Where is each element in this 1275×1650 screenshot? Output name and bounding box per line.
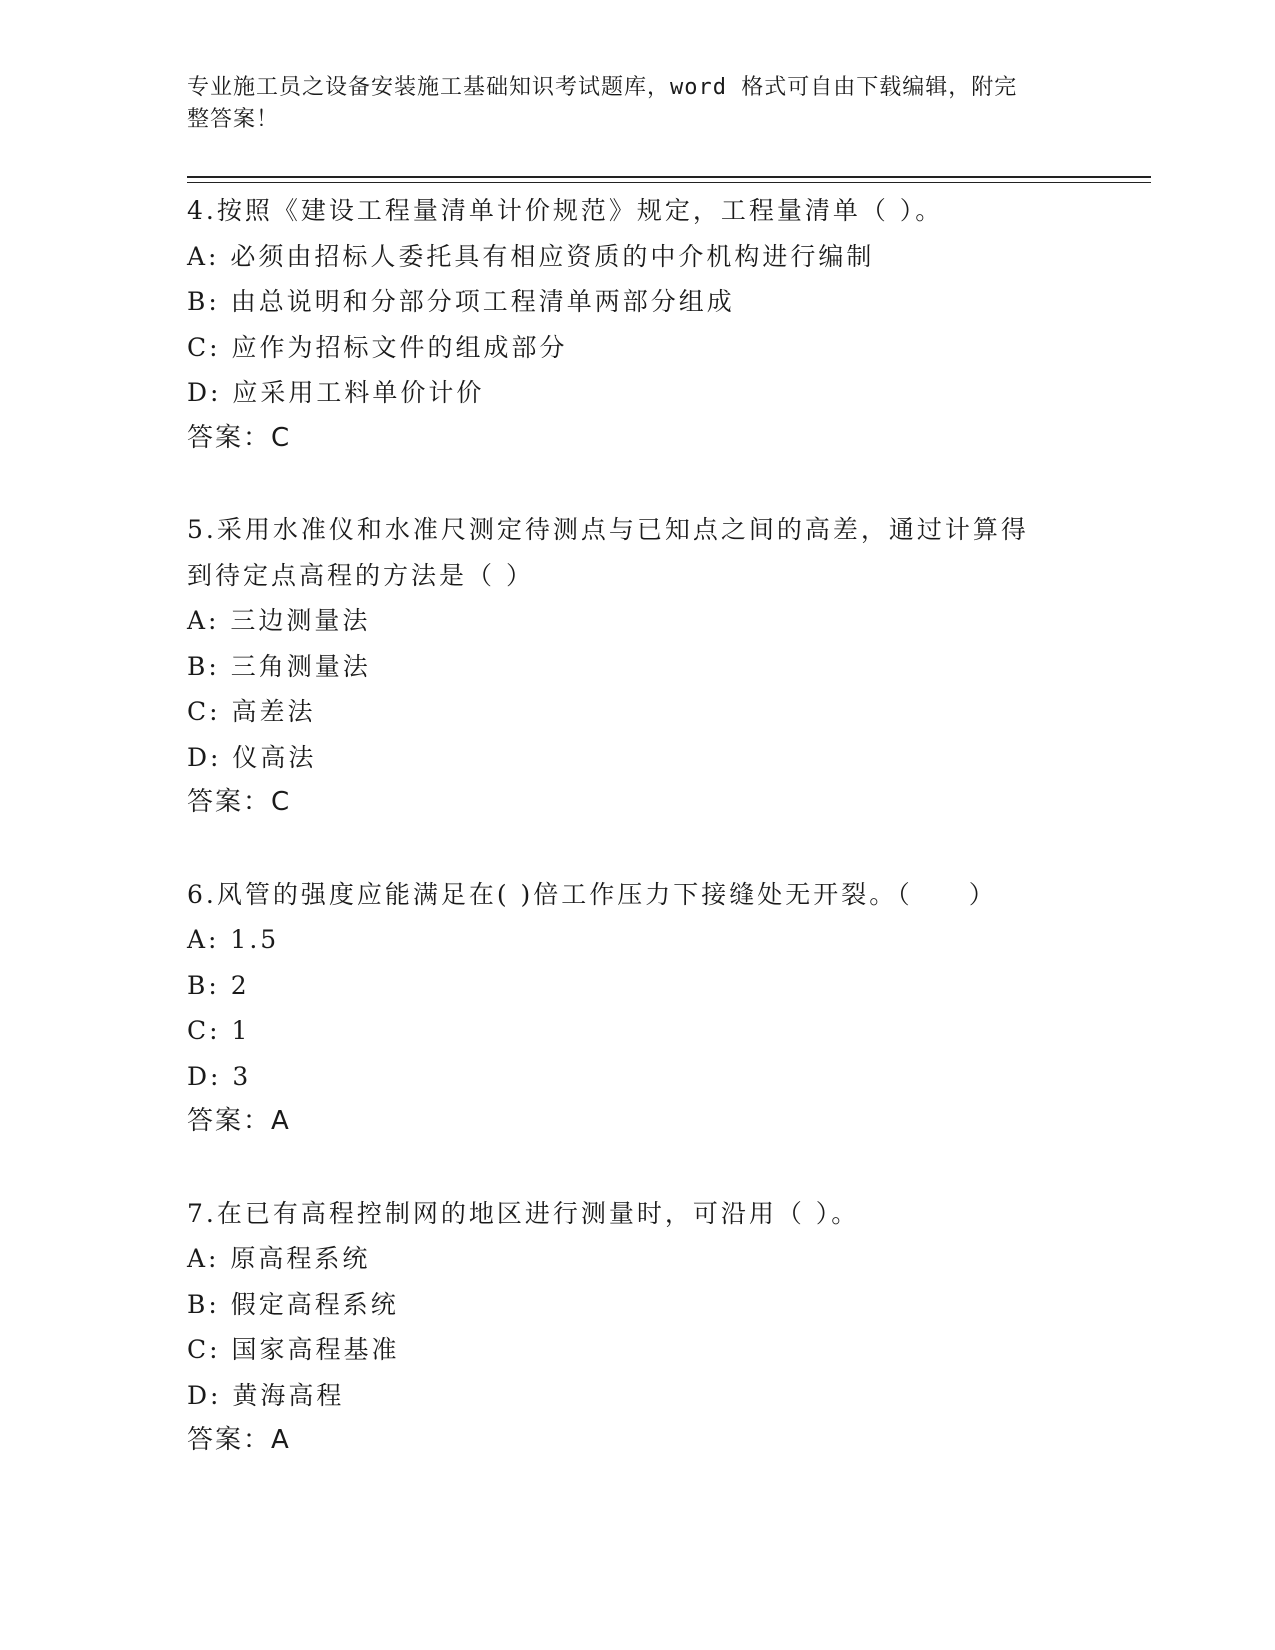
option-a: A: 原高程系统	[187, 1244, 371, 1273]
question-7	[187, 1191, 1087, 1464]
question-stem: 4.按照《建设工程量清单计价规范》规定，工程量清单（ ）。	[187, 196, 944, 225]
option-c: C: 应作为招标文件的组成部分	[187, 332, 568, 362]
question-stem: 5.采用水准仪和水准尺测定待测点与已知点之间的高差，通过计算得	[187, 515, 1029, 544]
question-6	[187, 872, 1087, 1145]
header-divider-thick	[187, 176, 1151, 178]
document-header	[187, 72, 1067, 136]
answer: 答案：C	[187, 787, 292, 817]
question-list	[187, 188, 1087, 1510]
option-c: C: 国家高程基准	[187, 1335, 400, 1364]
option-d: D: 黄海高程	[187, 1380, 345, 1410]
option-b: B: 三角测量法	[187, 651, 371, 681]
question-stem: 6.风管的强度应能满足在( )倍工作压力下接缝处无开裂。（ ）	[187, 879, 997, 909]
question-stem-continued: 到待定点高程的方法是（ ）	[187, 560, 534, 590]
header-divider-thin	[187, 182, 1151, 183]
question-4	[187, 188, 1087, 461]
answer: 答案：C	[187, 422, 292, 453]
option-b: B: 由总说明和分部分项工程清单两部分组成	[187, 287, 735, 316]
option-d: D: 仪高法	[187, 742, 317, 772]
question-stem: 7.在已有高程控制网的地区进行测量时，可沿用（ ）。	[187, 1198, 860, 1228]
option-a: A: 1.5	[187, 925, 280, 954]
header-line-2: 整答案！	[187, 107, 280, 132]
option-a: A: 必须由招标人委托具有相应资质的中介机构进行编制	[187, 241, 875, 271]
option-d: D: 应采用工料单价计价	[187, 378, 485, 407]
option-b: B: 2	[187, 970, 250, 1000]
answer: 答案：A	[187, 1425, 291, 1455]
option-b: B: 假定高程系统	[187, 1289, 399, 1319]
option-c: C: 高差法	[187, 697, 316, 726]
option-c: C: 1	[187, 1016, 251, 1045]
option-d: D: 3	[187, 1061, 252, 1091]
header-line-1: 专业施工员之设备安装施工基础知识考试题库，word 格式可自由下载编辑，附完	[187, 75, 1018, 100]
option-a: A: 三边测量法	[187, 606, 371, 635]
question-5	[187, 507, 1087, 826]
answer: 答案：A	[187, 1106, 291, 1136]
